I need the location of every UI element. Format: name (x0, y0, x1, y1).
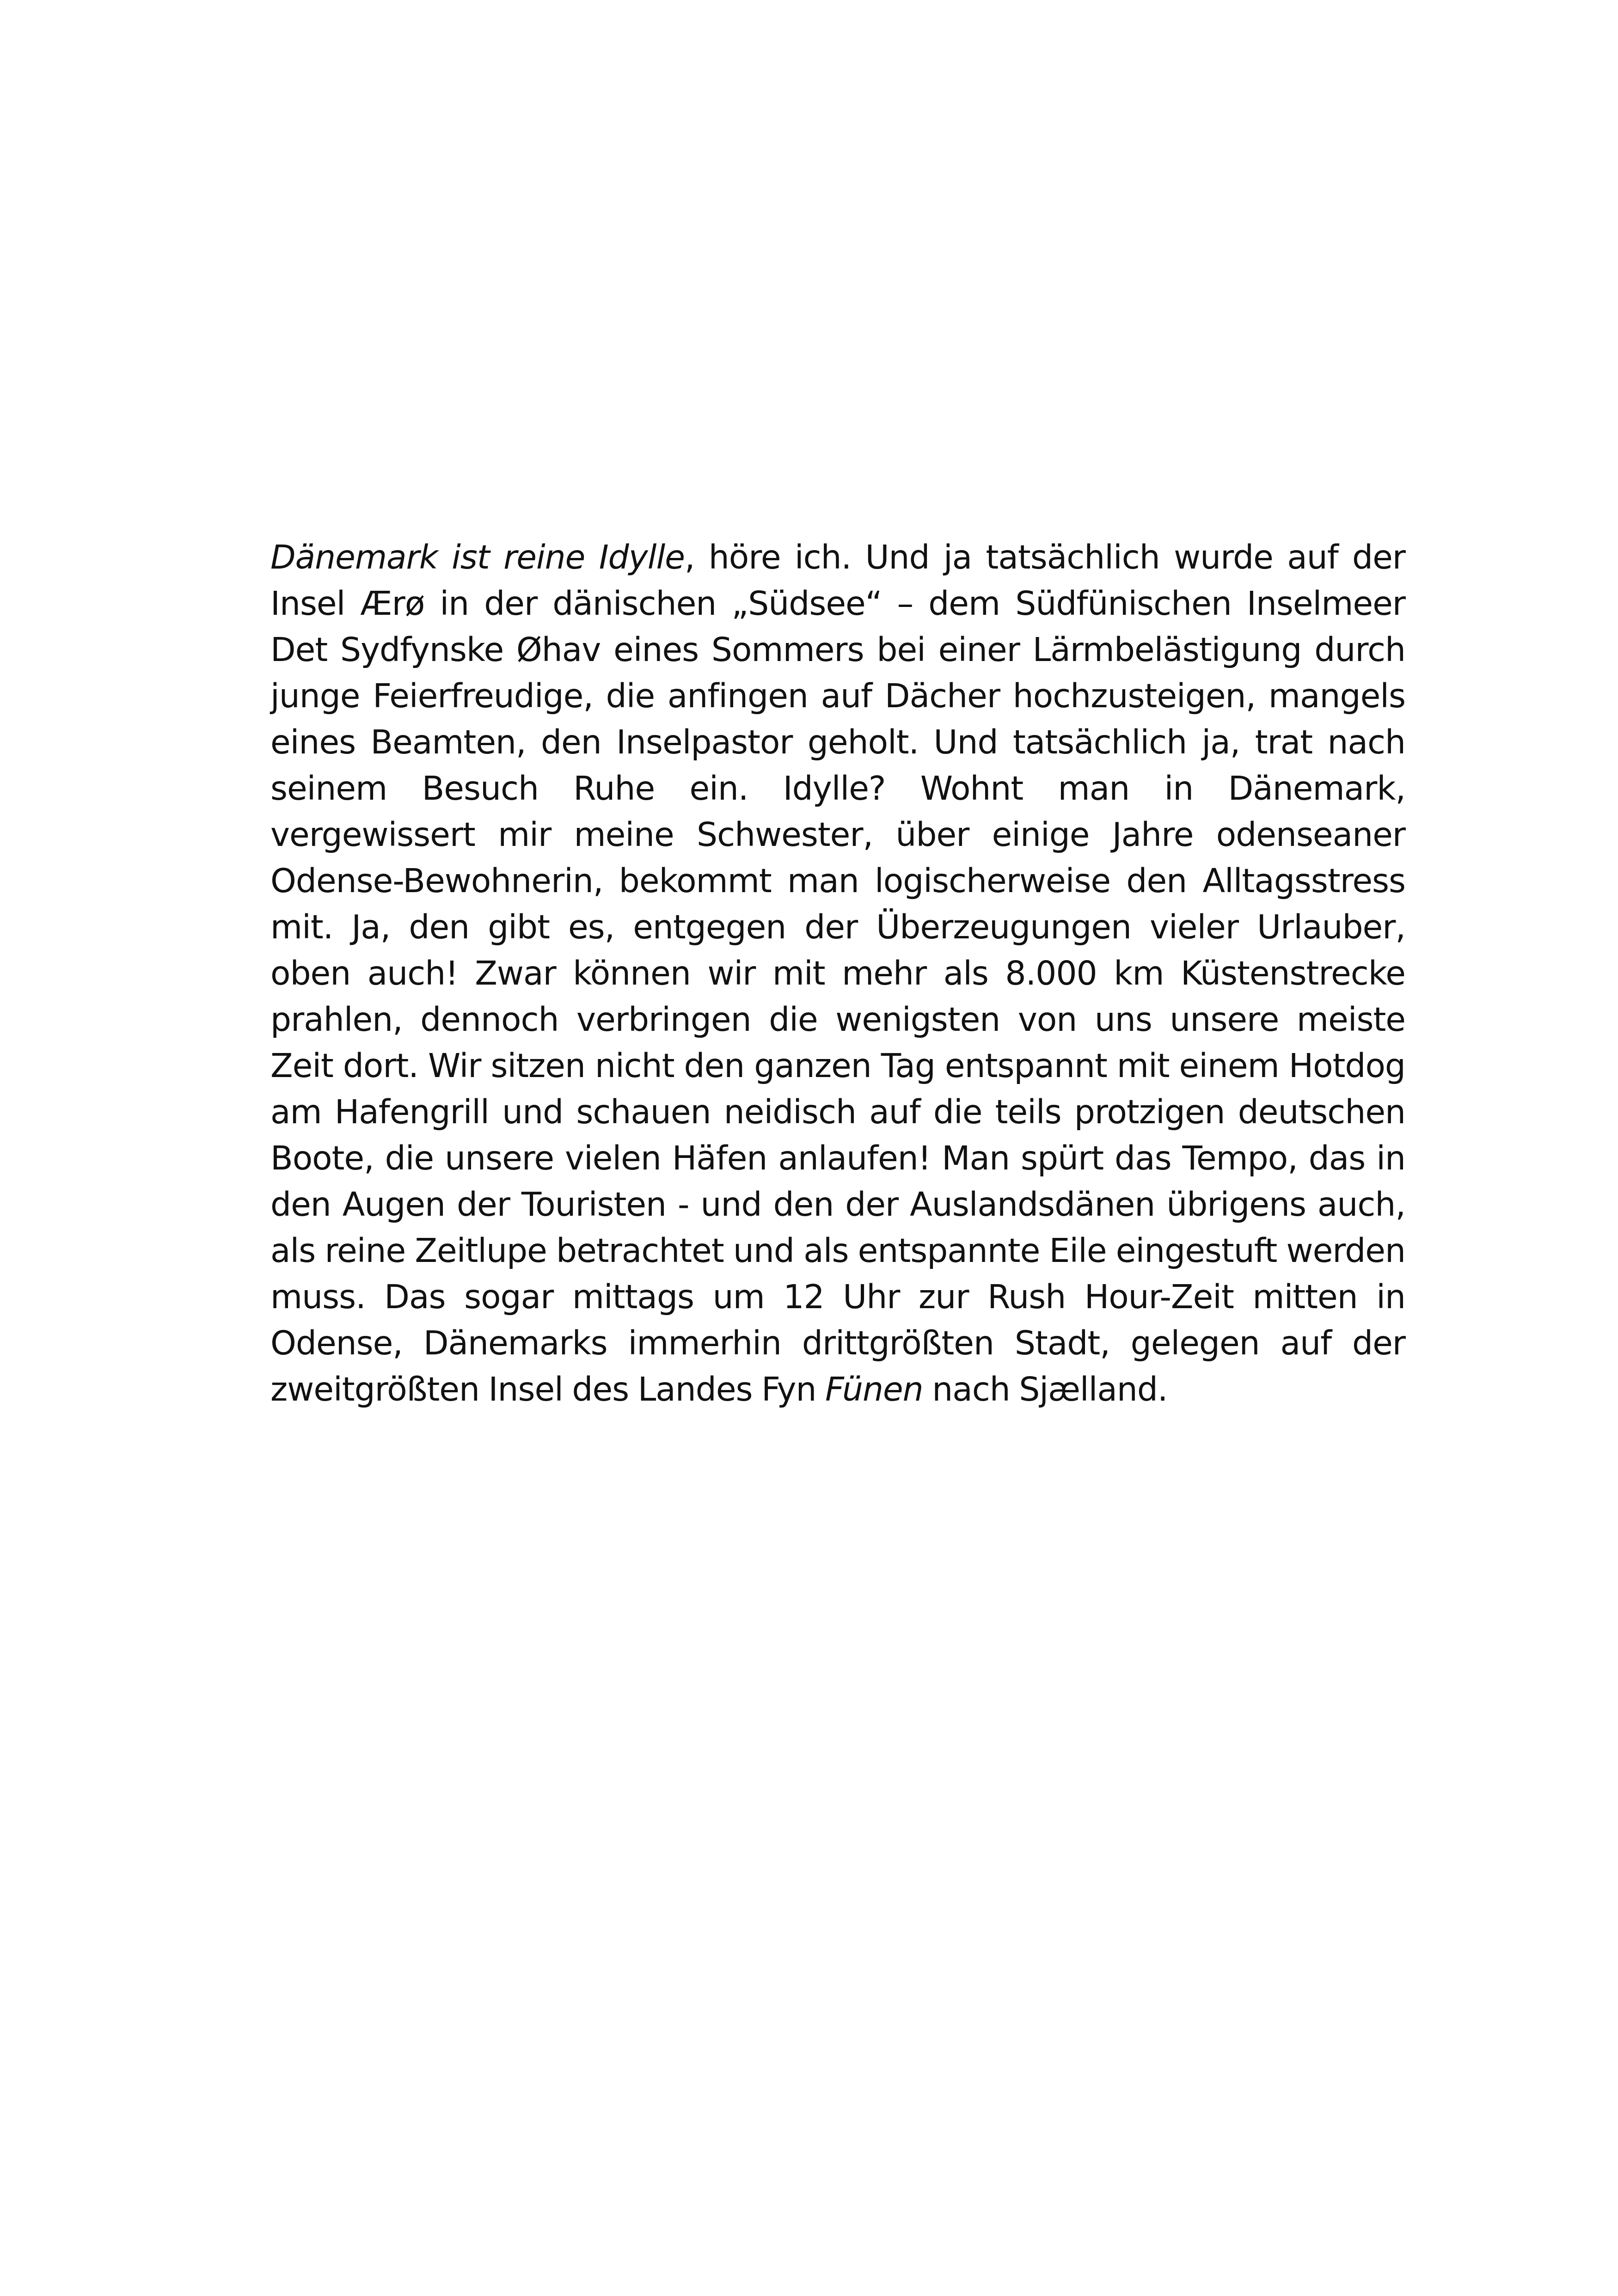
italic-word-fuenen: Fünen (825, 1370, 923, 1408)
paragraph-text-part-2: nach Sjælland. (923, 1370, 1168, 1408)
italic-phrase-idylle: Dänemark ist reine Idylle (270, 538, 685, 576)
paragraph-text-part-1: , höre ich. Und ja tatsächlich wurde auf der Insel Ærø in der dänischen „Südsee“ – dem Südfünischen Inselmeer Det Sydfynske Øhav eines Sommers bei einer Lärmbelästigung durch junge Feierfreudige, die anfingen auf Dächer hochzusteigen, mangels eines Beamten, den Inselpastor geholt. Und tatsächlich ja, trat nach seinem Besuch Ruhe ein. Idylle? Wohnt man in Dänemark, vergewissert mir meine Schwester, über einige Jahre odenseaner Odense-Bewohnerin, bekommt man logischerweise den Alltagsstress mit. Ja, den gibt es, entgegen der Überzeugungen vieler Urlauber, oben auch! Zwar können wir mit mehr als 8.000 km Küstenstrecke prahlen, dennoch verbringen die wenigsten von uns unsere meiste Zeit dort. Wir sitzen nicht den ganzen Tag entspannt mit einem Hotdog am Hafengrill und schauen neidisch auf die teils protzigen deutschen Boote, die unsere vielen Häfen anlaufen! Man spürt das Tempo, das in den Augen der Touristen - und den der Auslandsdänen übrigens auch, als reine Zeitlupe betrachtet und als entspannte Eile eingestuft werden muss. Das sogar mittags um 12 Uhr zur Rush Hour-Zeit mitten in Odense, Dänemarks immerhin drittgrößten Stadt, gelegen auf der zweitgrößten Insel des Landes Fyn (270, 538, 1405, 1408)
body-paragraph (270, 534, 1405, 1413)
